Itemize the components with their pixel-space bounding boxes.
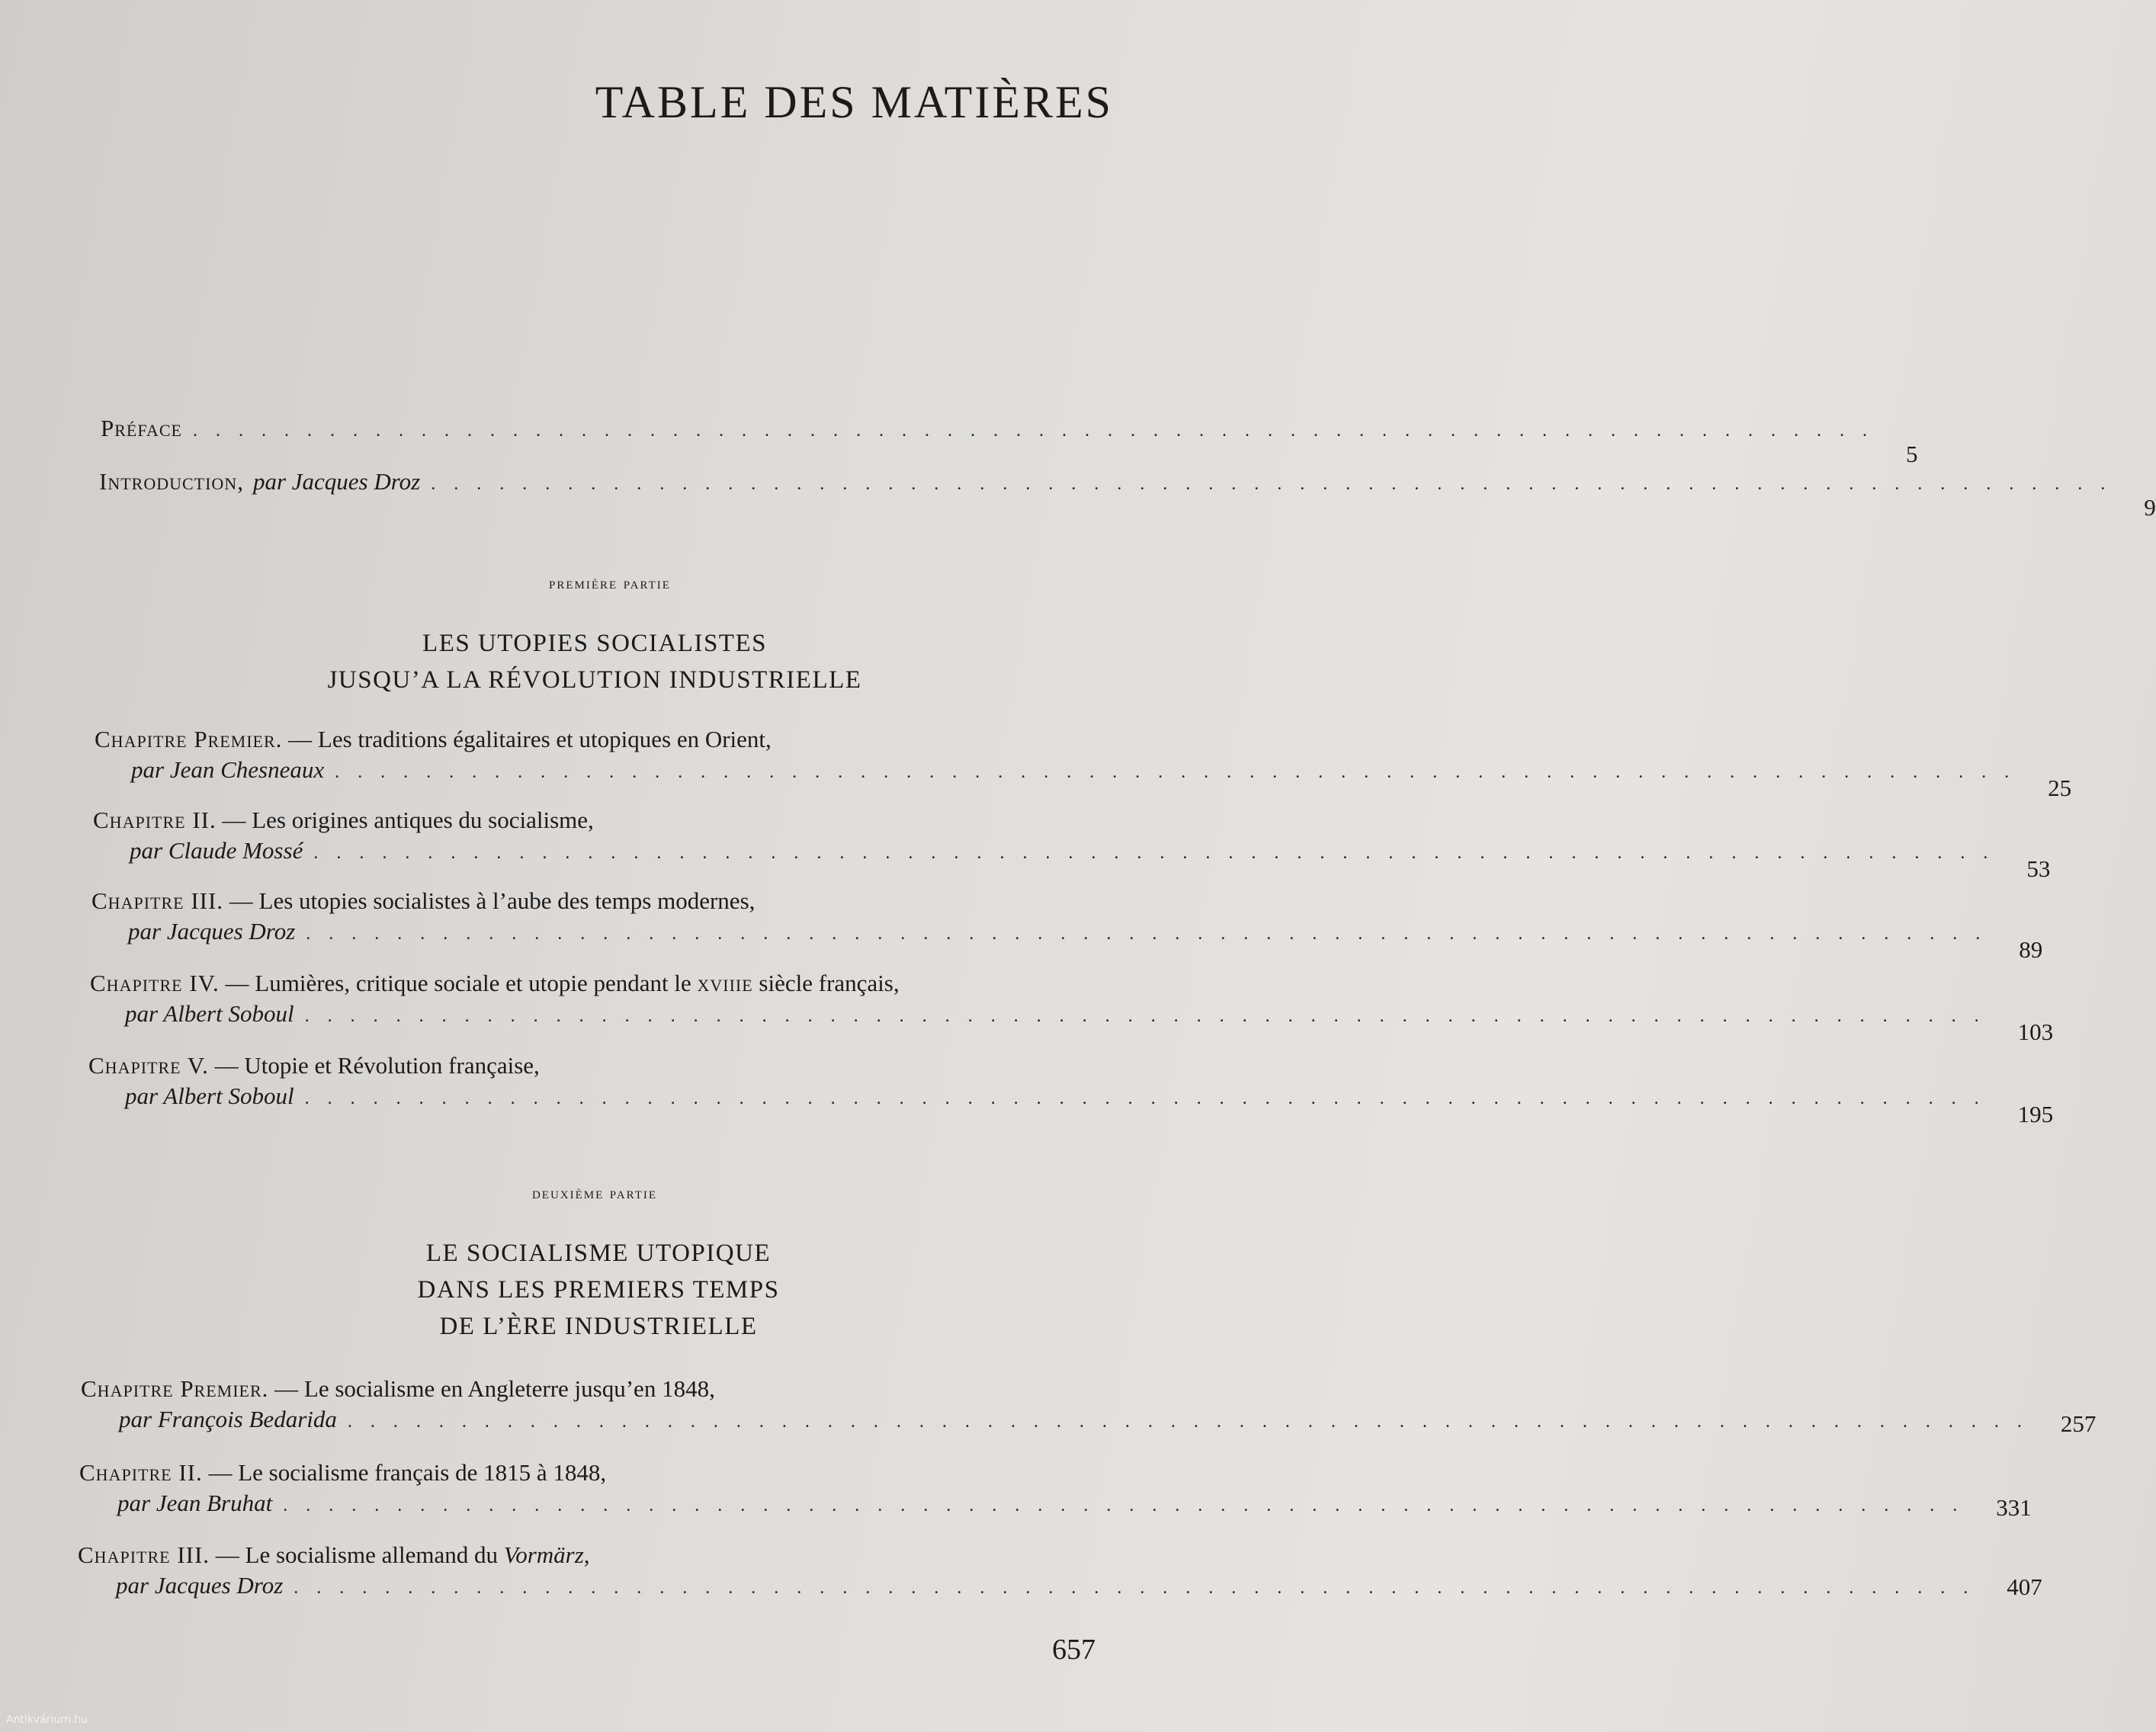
toc-entry-part1-ch3 [91, 887, 2043, 963]
chapter-number: Chapitre Premier. [95, 726, 283, 752]
chapter-author: par Claude Mossé [130, 837, 303, 864]
page-number: 195 [2017, 1101, 2054, 1127]
toc-entry-preface [101, 415, 1918, 467]
chapter-title: — Les traditions égalitaires et utopiques en Orient, [282, 726, 772, 752]
page-number: 5 [1905, 441, 1918, 467]
chapter-number: Chapitre Premier. [81, 1375, 269, 1402]
show-through-text [579, 23, 586, 49]
part2-title [217, 1235, 980, 1345]
chapter-author: par François Bedarida [119, 1406, 337, 1432]
chapter-title: — Le socialisme français de 1815 à 1848, [202, 1459, 607, 1486]
leader-dots: . . . . . . . . . . . . . . . . . . . . . . . . . . . . . . . . . . . . . . . . . . . . . . . . . . . . . . . . . . . . . . . . . . . . . . . . . . [294, 1578, 1975, 1598]
chapter-title: — Le socialisme allemand du [210, 1541, 504, 1568]
chapter-title: — Les origines antiques du socialisme, [216, 807, 594, 833]
chapter-title: — Les utopies socialistes à l’aube des temps modernes, [223, 887, 756, 914]
page-number: 103 [2017, 1018, 2054, 1045]
toc-entry-part1-ch5 [88, 1052, 2054, 1127]
toc-entry-part2-ch2 [79, 1459, 2032, 1521]
chapter-number: Chapitre II. [93, 807, 217, 833]
page-number: 257 [2060, 1410, 2097, 1437]
toc-entry-introduction [99, 468, 2156, 521]
part2-title-line3: DE L’ÈRE INDUSTRIELLE [439, 1313, 758, 1340]
chapter-number: Chapitre III. [78, 1541, 210, 1568]
page-number: 53 [2026, 855, 2051, 882]
entry-author: par Jacques Droz [252, 468, 421, 495]
century-numeral: xviiie [697, 970, 753, 996]
chapter-author: par Jacques Droz [116, 1572, 284, 1599]
leader-dots: . . . . . . . . . . . . . . . . . . . . . . . . . . . . . . . . . . . . . . . . . . . . . . . . . . . . . . . . . . . . . . . . . . . . . . . . . . [304, 1006, 1986, 1026]
leader-dots: . . . . . . . . . . . . . . . . . . . . . . . . . . . . . . . . . . . . . . . . . . . . . . . . . . . . . . . . . . . . . . . . . . . . . . . . . . [304, 1089, 1986, 1108]
chapter-title-tail: siècle français, [752, 970, 900, 996]
chapter-author: par Jean Bruhat [117, 1490, 273, 1516]
page-title: TABLE DES MATIÈRES [595, 77, 1113, 127]
part2-title-line1: LE SOCIALISME UTOPIQUE [425, 1240, 772, 1267]
leader-dots: . . . . . . . . . . . . . . . . . . . . . . . . . . . . . . . . . . . . . . . . . . . . . . . . . . . . . . . . . . . . . . . . . . . . . . . . . . [283, 1496, 1965, 1516]
chapter-number: Chapitre III. [91, 887, 224, 914]
chapter-number: Chapitre II. [79, 1459, 203, 1486]
chapter-number: Chapitre V. [88, 1052, 209, 1079]
page-number: 9 [2144, 494, 2156, 521]
toc-entry-part1-ch4 [90, 970, 2054, 1045]
chapter-number: Chapitre IV. [90, 970, 220, 996]
toc-entry-part1-ch2 [93, 807, 2051, 882]
entry-label: Préface [101, 415, 182, 441]
page-number: 331 [1996, 1494, 2032, 1521]
part1-label: première partie [549, 573, 671, 592]
chapter-title-italic: Vormärz, [503, 1541, 590, 1568]
chapter-author: par Albert Soboul [125, 1000, 294, 1027]
leader-dots: . . . . . . . . . . . . . . . . . . . . . . . . . . . . . . . . . . . . . . . . . . . . . . . . . . . . . . . . . . . . . . . . . . . . . . . . . . [335, 762, 2016, 782]
leader-dots: . . . . . . . . . . . . . . . . . . . . . . . . . . . . . . . . . . . . . . . . . . . . . . . . . . . . . . . . . . . . . . . . . . . . . . . . . . [347, 1412, 2029, 1432]
watermark: Antikvárium.hu [6, 1714, 88, 1726]
chapter-title: — Utopie et Révolution française, [208, 1052, 540, 1079]
leader-dots: . . . . . . . . . . . . . . . . . . . . . . . . . . . . . . . . . . . . . . . . . . . . . . . . . . . . . . . . . . . . . . . . . . . . . . . . . . [313, 843, 1995, 863]
chapter-author: par Jean Chesneaux [131, 756, 325, 783]
part1-title-line2: JUSQU’A LA RÉVOLUTION INDUSTRIELLE [327, 666, 862, 694]
toc-entry-part1-ch1 [95, 726, 2072, 801]
part2-label: deuxième partie [531, 1183, 658, 1202]
chapter-title: — Le socialisme en Angleterre jusqu’en 1848, [268, 1375, 715, 1402]
part2-title-line2: DANS LES PREMIERS TEMPS [417, 1276, 780, 1304]
leader-dots: . . . . . . . . . . . . . . . . . . . . . . . . . . . . . . . . . . . . . . . . . . . . . . . . . . . . . . . . . . . . . . . . . . . . . . . . . . [431, 474, 2113, 494]
page-number: 407 [2007, 1573, 2042, 1600]
leader-dots: . . . . . . . . . . . . . . . . . . . . . . . . . . . . . . . . . . . . . . . . . . . . . . . . . . . . . . . . . . . . . . . . . . . . . . . . . . [306, 924, 1988, 944]
leader-dots: . . . . . . . . . . . . . . . . . . . . . . . . . . . . . . . . . . . . . . . . . . . . . . . . . . . . . . . . . . . . . . . . . . . . . . . . . . [192, 421, 1874, 441]
page-number: 89 [2019, 936, 2043, 963]
folio-page-number: 657 [1052, 1634, 1096, 1666]
part1-title [213, 625, 976, 698]
chapter-author: par Albert Soboul [125, 1082, 294, 1109]
part1-title-line1: LES UTOPIES SOCIALISTES [422, 630, 767, 657]
page-number: 25 [2048, 775, 2072, 801]
toc-entry-part2-ch3 [78, 1541, 2042, 1600]
entry-label: Introduction, [99, 468, 244, 495]
toc-entry-part2-ch1 [81, 1375, 2097, 1437]
chapter-author: par Jacques Droz [128, 918, 296, 945]
chapter-title: — Lumières, critique sociale et utopie pendant le [219, 970, 698, 996]
